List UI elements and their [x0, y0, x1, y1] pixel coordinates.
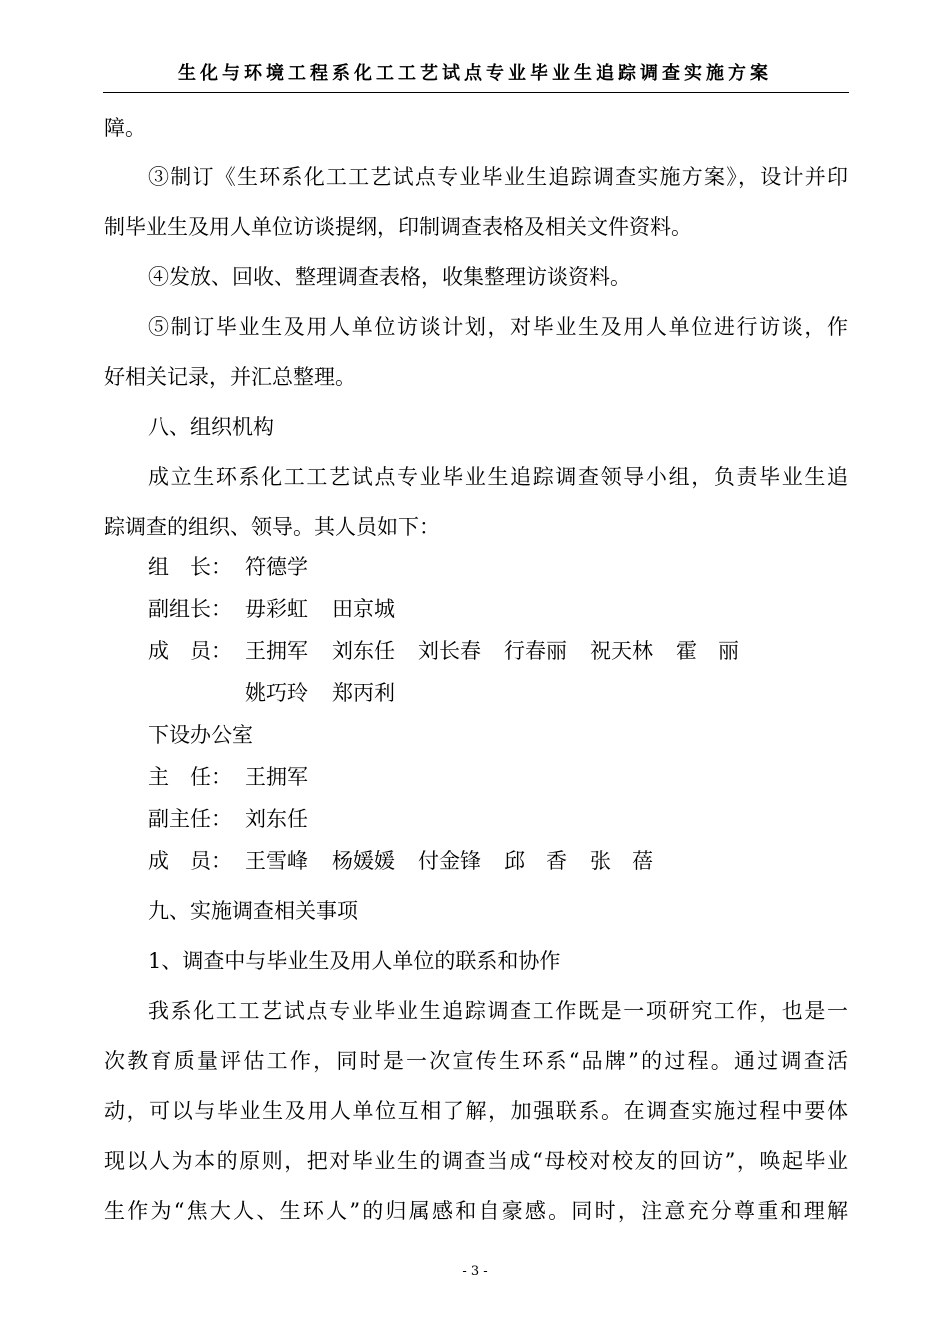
director-name: 王拥军: [245, 765, 308, 789]
member-name: 刘长春: [418, 639, 481, 663]
member-name: 郑丙利: [332, 681, 395, 705]
office-member-name: 邱 香: [504, 849, 567, 873]
paragraph-survey-line-3: 动，可以与毕业生及用人单位互相了解，加强联系。在调查实施过程中要体: [104, 1099, 848, 1123]
office-heading: 下设办公室: [148, 723, 253, 747]
member-name: 刘东任: [332, 639, 395, 663]
office-member-name: 张 蓓: [590, 849, 653, 873]
paragraph-organization-line-1: 成立生环系化工工艺试点专业毕业生追踪调查领导小组，负责毕业生追: [148, 465, 848, 489]
paragraph-item-5-line-2: 好相关记录，并汇总整理。: [104, 365, 356, 389]
office-member-name: 杨媛媛: [332, 849, 395, 873]
document-body: [104, 0, 848, 1250]
section-heading-organization: 八、组织机构: [148, 415, 274, 439]
page-header: 生化与环境工程系化工工艺试点专业毕业生追踪调查实施方案: [178, 63, 772, 84]
page-number: - 3 -: [462, 1264, 488, 1279]
member-name: 祝天林: [590, 639, 653, 663]
paragraph-survey-line-1: 我系化工工艺试点专业毕业生追踪调查工作既是一项研究工作，也是一: [148, 999, 848, 1023]
paragraph-continuation: 障。: [104, 116, 146, 140]
director-label: 主 任：: [148, 765, 232, 789]
subsection-heading-contact: 1、调查中与毕业生及用人单位的联系和协作: [148, 949, 561, 973]
paragraph-item-5-line-1: ⑤制订毕业生及用人单位访谈计划，对毕业生及用人单位进行访谈，作: [148, 315, 848, 339]
vice-director-name: 刘东任: [245, 807, 308, 831]
vice-leader-name: 田京城: [332, 597, 395, 621]
vice-director-label: 副主任：: [148, 807, 232, 831]
paragraph-survey-line-5: 生作为“焦大人、生环人”的归属感和自豪感。同时，注意充分尊重和理解: [104, 1199, 848, 1223]
paragraph-item-3-line-2: 制毕业生及用人单位访谈提纲，印制调查表格及相关文件资料。: [104, 215, 692, 239]
leader-label: 组 长：: [148, 555, 232, 579]
office-member-name: 付金锋: [418, 849, 481, 873]
office-member-name: 王雪峰: [245, 849, 308, 873]
paragraph-item-3-line-1: ③制订《生环系化工工艺试点专业毕业生追踪调查实施方案》，设计并印: [148, 165, 848, 189]
paragraph-survey-line-2: 次教育质量评估工作，同时是一次宣传生环系“品牌”的过程。通过调查活: [104, 1049, 848, 1073]
member-name: 姚巧玲: [245, 681, 308, 705]
paragraph-organization-line-2: 踪调查的组织、领导。其人员如下：: [104, 515, 440, 539]
office-members-label: 成 员：: [148, 849, 232, 873]
leader-name: 符德学: [245, 555, 308, 579]
paragraph-item-4: ④发放、回收、整理调查表格，收集整理访谈资料。: [148, 265, 631, 289]
paragraph-survey-line-4: 现以人为本的原则，把对毕业生的调查当成“母校对校友的回访”，唤起毕业: [104, 1149, 848, 1173]
section-heading-survey: 九、实施调查相关事项: [148, 899, 358, 923]
member-name: 霍 丽: [676, 639, 739, 663]
member-name: 王拥军: [245, 639, 308, 663]
members-label: 成 员：: [148, 639, 232, 663]
member-name: 行春丽: [504, 639, 567, 663]
vice-leader-label: 副组长：: [148, 597, 232, 621]
vice-leader-name: 毋彩虹: [245, 597, 308, 621]
